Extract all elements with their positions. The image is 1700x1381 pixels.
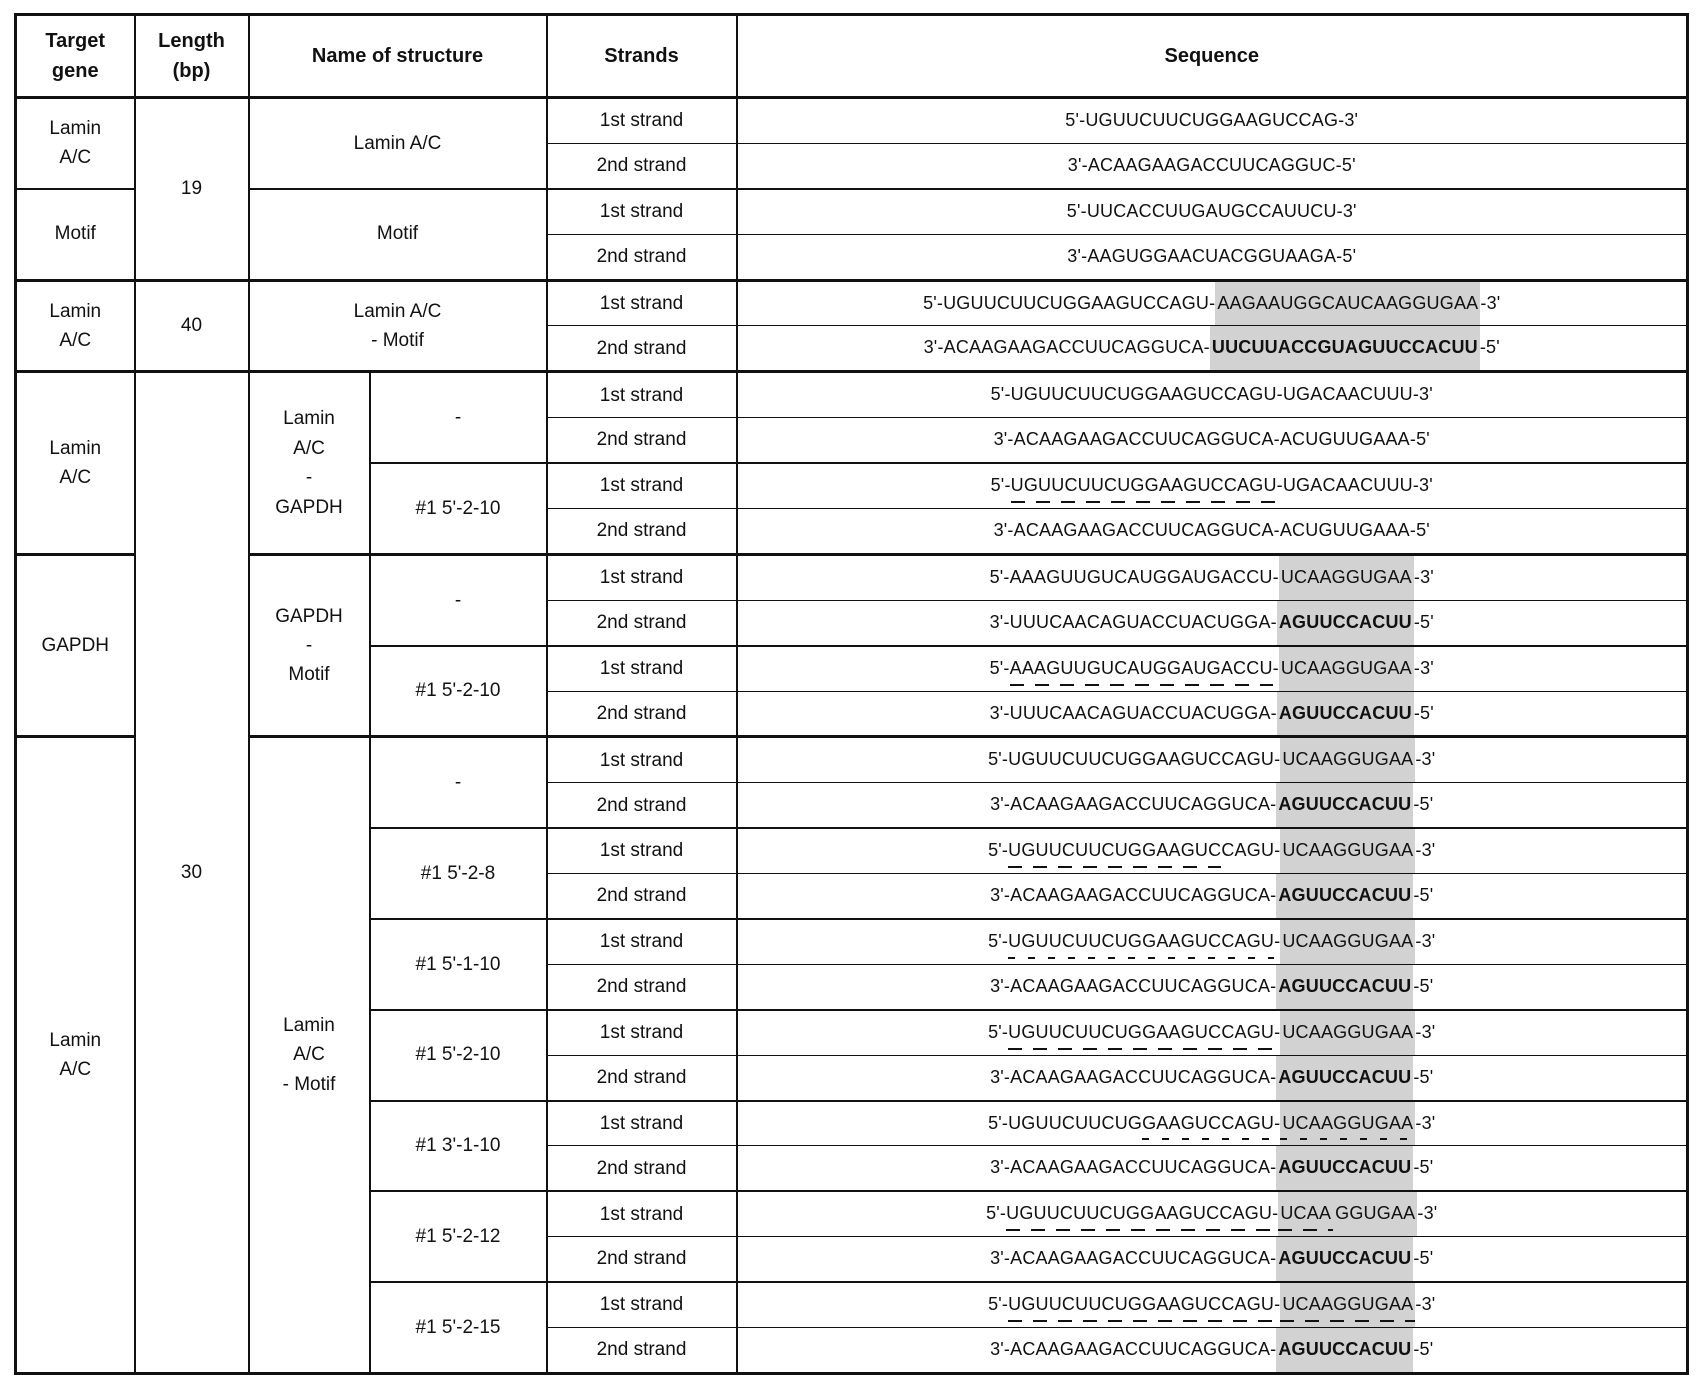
highlighted-sequence-segment: AGUUCCACUU [1277, 692, 1414, 736]
sequence-segment: -3' [1415, 931, 1436, 952]
sequence-cell [737, 234, 1688, 280]
strand-cell: 2nd strand [547, 1328, 737, 1374]
target-gene-cell: Lamin A/C [16, 372, 135, 555]
sequence-segment: -3' [1417, 1203, 1438, 1224]
strand-cell: 1st strand [547, 280, 737, 326]
table-row [16, 189, 1688, 234]
sequence-segment: UGUUCUUCUGGAAGUCCAGU [1006, 1192, 1272, 1236]
sequence-segment: 5'- [988, 1294, 1009, 1315]
sequence-segment: 5'-UGUUCUUCUGGAAGUCCAGU- [923, 292, 1216, 313]
sequence-segment: -5' [1413, 702, 1434, 723]
highlighted-sequence-segment: UUCUUACCGUAGUUCCACUU [1210, 326, 1480, 370]
table-header [16, 15, 1688, 98]
strand-cell: 1st strand [547, 98, 737, 144]
strand-cell: 2nd strand [547, 509, 737, 555]
table-row [16, 372, 1688, 418]
highlighted-sequence-segment: AGUUCCACUU [1276, 874, 1413, 918]
table-row [16, 554, 1688, 600]
strand-cell: 1st strand [547, 463, 737, 508]
sequence-cell [737, 783, 1688, 828]
sequence-segment: -3' [1480, 292, 1501, 313]
sequence-cell [737, 189, 1688, 234]
sequence-segment: -5' [1413, 885, 1434, 906]
length-cell: 19 [135, 98, 249, 281]
strand-cell: 2nd strand [547, 1055, 737, 1100]
sequence-segment: -UGACAACUUU-3' [1276, 475, 1433, 496]
sequence-segment: 3'-UUUCAACAGUACCUACUGGA- [989, 702, 1277, 723]
strand-cell: 1st strand [547, 372, 737, 418]
length-cell: 40 [135, 280, 249, 372]
structure-variant-cell: - [370, 554, 547, 645]
sequence-segment: 5'- [989, 657, 1010, 678]
sequence-segment: -5' [1479, 337, 1500, 358]
sequence-cell [737, 828, 1688, 873]
sequence-segment: -5' [1413, 1248, 1434, 1269]
sequence-segment: 5'-AAAGUUGUCAUGGAUGACCU- [989, 566, 1279, 587]
header-sequence: Sequence [737, 15, 1688, 98]
sequence-segment: 5'-UGUUCUUCUGGAAGUCCAG-3' [1065, 110, 1359, 130]
highlighted-sequence-segment: UCAAGGUGAA [1279, 647, 1414, 691]
structure-variant-cell: #1 5'-2-10 [370, 1010, 547, 1101]
strand-cell: 2nd strand [547, 143, 737, 188]
sequence-cell [737, 1237, 1688, 1282]
strand-cell: 1st strand [547, 1010, 737, 1055]
strand-cell: 1st strand [547, 189, 737, 234]
structure-group-cell: Lamin A/C - Motif [249, 737, 370, 1373]
sequence-segment: -3' [1415, 1294, 1436, 1315]
sequence-cell [737, 1191, 1688, 1236]
sequence-cell [737, 280, 1688, 326]
highlighted-sequence-segment: AGUUCCACUU [1276, 1146, 1413, 1190]
sequence-segment: - [1272, 657, 1279, 678]
sequence-segment: -3' [1415, 749, 1436, 770]
sequence-segment: - [1274, 1112, 1281, 1133]
highlighted-sequence-segment: UCAAGGUGAA [1280, 738, 1415, 782]
sequence-segment: GAAGUCCAGU [1142, 1102, 1274, 1146]
sequence-segment: -5' [1413, 794, 1434, 815]
sequence-segment: -3' [1415, 1021, 1436, 1042]
highlighted-sequence-segment: UCAA [1278, 1192, 1333, 1236]
sequence-cell [737, 600, 1688, 645]
sequence-cell [737, 691, 1688, 737]
structure-variant-cell: #1 5'-2-10 [370, 463, 547, 554]
sequence-cell [737, 874, 1688, 919]
sequence-cell [737, 418, 1688, 463]
sequence-segment: -3' [1415, 840, 1436, 861]
sequence-cell [737, 737, 1688, 783]
structure-group-cell: Lamin A/C - GAPDH [249, 372, 370, 555]
structure-group-cell: Lamin A/C [249, 98, 547, 189]
target-gene-cell: Lamin A/C [16, 98, 135, 189]
sequence-segment: -5' [1413, 1157, 1434, 1178]
highlighted-sequence-segment: AGUUCCACUU [1277, 601, 1414, 645]
sequence-cell [737, 1055, 1688, 1100]
sequence-cell [737, 326, 1688, 372]
strand-cell: 1st strand [547, 1101, 737, 1146]
sequence-cell [737, 1101, 1688, 1146]
strand-cell: 1st strand [547, 1282, 737, 1327]
sequence-segment: 5'- [986, 1203, 1007, 1224]
structure-variant-cell: #1 5'-2-8 [370, 828, 547, 919]
sequence-segment: -5' [1413, 1066, 1434, 1087]
sirna-sequence-table [14, 13, 1689, 1375]
strand-cell: 1st strand [547, 919, 737, 964]
sequence-segment: 5'-UGUUCUUCUGGAAGUCCAGU-UGACAACUUU-3' [990, 384, 1433, 405]
strand-cell: 2nd strand [547, 783, 737, 828]
table-row [16, 737, 1688, 783]
highlighted-sequence-segment: AGUUCCACUU [1276, 1056, 1413, 1100]
sequence-cell [737, 143, 1688, 188]
sequence-segment: 3'-ACAAGAAGACCUUCAGGUCA-ACUGUUGAAA-5' [993, 429, 1430, 450]
table-row [16, 280, 1688, 326]
structure-variant-cell: #1 5'-2-10 [370, 646, 547, 737]
sequence-segment: - [1272, 1203, 1279, 1224]
strand-cell: 2nd strand [547, 418, 737, 463]
sequence-cell [737, 98, 1688, 144]
sequence-segment: - [1274, 1294, 1281, 1315]
strand-cell: 2nd strand [547, 1237, 737, 1282]
sequence-cell [737, 964, 1688, 1009]
strand-cell: 1st strand [547, 737, 737, 783]
strand-cell: 2nd strand [547, 326, 737, 372]
target-gene-cell: Lamin A/C [16, 737, 135, 1373]
sequence-cell [737, 554, 1688, 600]
sequence-cell [737, 1328, 1688, 1374]
sequence-cell [737, 1146, 1688, 1191]
sequence-segment: -3' [1415, 1112, 1436, 1133]
header-name-of-structure: Name of structure [249, 15, 547, 98]
structure-group-cell: GAPDH - Motif [249, 554, 370, 737]
strand-cell: 2nd strand [547, 600, 737, 645]
sequence-segment: - [1274, 931, 1281, 952]
table-row [16, 98, 1688, 144]
highlighted-sequence-segment: UCAAGGUGAA [1280, 1283, 1415, 1327]
sequence-segment: 5'- [988, 840, 1009, 861]
sequence-segment: - [1274, 1021, 1281, 1042]
sequence-segment: UGUUCUUCUGGAAGUCCAGU [1011, 464, 1277, 508]
highlighted-sequence-segment: GGUGAA [1333, 1192, 1417, 1236]
sequence-cell [737, 372, 1688, 418]
sequence-cell [737, 463, 1688, 508]
sequence-segment: -5' [1413, 975, 1434, 996]
sequence-segment: 3'-ACAAGAAGACCUUCAGGUCA- [990, 1066, 1277, 1087]
header-target-gene: Target gene [16, 15, 135, 98]
sequence-segment: 5'-UGUUCUUCUGGAAGUCCAGU- [988, 749, 1281, 770]
highlighted-sequence-segment: UCAAGGUGAA [1280, 1011, 1415, 1055]
sequence-segment: 5'- [988, 931, 1009, 952]
target-gene-cell: Motif [16, 189, 135, 280]
highlighted-sequence-segment: AGUUCCACUU [1276, 783, 1413, 827]
highlighted-sequence-segment: AGUUCCACUU [1276, 1328, 1413, 1372]
sequence-segment: -5' [1413, 611, 1434, 632]
sequence-segment: 5'-UGUUCUUCUG [988, 1112, 1143, 1133]
strand-cell: 1st strand [547, 1191, 737, 1236]
structure-group-cell: Motif [249, 189, 547, 280]
strand-cell: 2nd strand [547, 964, 737, 1009]
structure-variant-cell: #1 5'-1-10 [370, 919, 547, 1010]
strand-cell: 2nd strand [547, 234, 737, 280]
strand-cell: 2nd strand [547, 1146, 737, 1191]
structure-variant-cell: #1 5'-2-12 [370, 1191, 547, 1282]
sequence-segment: 3'-ACAAGAAGACCUUCAGGUCA- [990, 1339, 1277, 1360]
sequence-segment: 3'-ACAAGAAGACCUUCAGGUCA- [990, 975, 1277, 996]
sequence-segment: 3'-ACAAGAAGACCUUCAGGUCA-ACUGUUGAAA-5' [993, 520, 1430, 541]
sequence-segment: 3'-ACAAGAAGACCUUCAGGUCA- [990, 1157, 1277, 1178]
strand-cell: 1st strand [547, 828, 737, 873]
sequence-segment: UGUUCUUCUGGAAGUCCAGU [1008, 1011, 1274, 1055]
sequence-cell [737, 1010, 1688, 1055]
target-gene-cell: GAPDH [16, 554, 135, 737]
sequence-segment: UGUUCUUCUGGAAGUCCAGU [1008, 920, 1274, 964]
sequence-segment: 5'- [990, 475, 1011, 496]
sequence-segment: 3'-ACAAGAAGACCUUCAGGUCA- [990, 794, 1277, 815]
sequence-cell [737, 509, 1688, 555]
sequence-cell [737, 1282, 1688, 1327]
sequence-segment: 3'-ACAAGAAGACCUUCAGGUCA- [990, 885, 1277, 906]
sequence-cell [737, 646, 1688, 691]
highlighted-sequence-segment: AGUUCCACUU [1276, 965, 1413, 1009]
strand-cell: 1st strand [547, 646, 737, 691]
highlighted-sequence-segment: UCAAGGUGAA [1280, 920, 1415, 964]
sequence-segment: -3' [1413, 657, 1434, 678]
structure-variant-cell: - [370, 737, 547, 828]
sequence-segment: 3'-ACAAGAAGACCUUCAGGUCA- [990, 1248, 1277, 1269]
strand-cell: 1st strand [547, 554, 737, 600]
sequence-segment: UGUUCUUCUGGAAGUCCAGU [1008, 1283, 1274, 1327]
table-body [16, 98, 1688, 1374]
header-row [16, 15, 1688, 98]
target-gene-cell: Lamin A/C [16, 280, 135, 372]
structure-variant-cell: - [370, 372, 547, 463]
sequence-segment: 3'-ACAAGAAGACCUUCAGGUCA- [923, 337, 1210, 358]
structure-variant-cell: #1 5'-2-15 [370, 1282, 547, 1373]
highlighted-sequence-segment: AGUUCCACUU [1276, 1237, 1413, 1281]
highlighted-sequence-segment: UCAAGGUGAA [1279, 556, 1414, 600]
sequence-cell [737, 919, 1688, 964]
sequence-segment: 5'- [988, 1021, 1009, 1042]
header-strands: Strands [547, 15, 737, 98]
sequence-segment: CAGU- [1221, 840, 1281, 861]
header-length-bp: Length (bp) [135, 15, 249, 98]
structure-group-cell: Lamin A/C - Motif [249, 280, 547, 372]
highlighted-sequence-segment: AAGAAUGGCAUCAAGGUGAA [1215, 282, 1480, 326]
structure-variant-cell: #1 3'-1-10 [370, 1101, 547, 1192]
sequence-segment: 3'-AAGUGGAACUACGGUAAGA-5' [1067, 245, 1357, 266]
highlighted-sequence-segment: UCAAGGUGAA [1280, 1102, 1415, 1146]
sequence-segment: 5'-UUCACCUUGAUGCCAUUCU-3' [1066, 200, 1357, 221]
sequence-segment: -5' [1413, 1339, 1434, 1360]
length-cell: 30 [135, 372, 249, 1374]
strand-cell: 2nd strand [547, 874, 737, 919]
highlighted-sequence-segment: UCAAGGUGAA [1280, 829, 1415, 873]
sequence-segment: -3' [1413, 566, 1434, 587]
sequence-segment: 3'-UUUCAACAGUACCUACUGGA- [989, 611, 1277, 632]
sequence-segment: UGUUCUUCUGGAAGUC [1008, 829, 1221, 873]
strand-cell: 2nd strand [547, 691, 737, 737]
sequence-segment: 3'-ACAAGAAGACCUUCAGGUC-5' [1067, 154, 1356, 175]
sequence-segment: AAAGUUGUCAUGGAUGACCU [1010, 647, 1273, 691]
